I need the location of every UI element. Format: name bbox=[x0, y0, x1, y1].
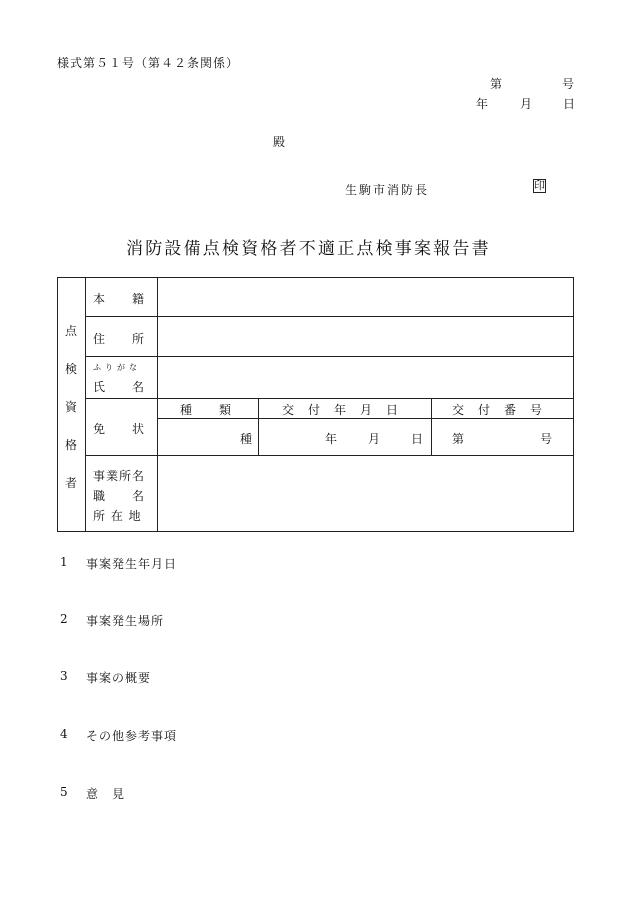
row-label-job-title: 職 名 bbox=[93, 489, 146, 503]
item-label-occurrence-place: 事案発生場所 bbox=[86, 614, 165, 628]
date-year: 年 bbox=[476, 97, 490, 111]
date-month: 月 bbox=[520, 97, 534, 111]
license-kind-suffix: 種 bbox=[240, 432, 254, 446]
date-day: 日 bbox=[563, 97, 577, 111]
group-label-char: 格 bbox=[65, 438, 78, 452]
form-number: 様式第５１号（第４２条関係） bbox=[57, 56, 240, 70]
license-header-issue-number: 交 付 番 号 bbox=[452, 403, 544, 417]
row-label-name: 氏 名 bbox=[93, 380, 146, 394]
license-day: 日 bbox=[411, 432, 425, 446]
divider bbox=[85, 356, 574, 357]
divider bbox=[85, 398, 574, 399]
document-title: 消防設備点検資格者不適正点検事案報告書 bbox=[126, 239, 491, 259]
group-label-char: 検 bbox=[65, 362, 78, 376]
addressee-honorific: 殿 bbox=[273, 135, 287, 149]
row-label-address: 住 所 bbox=[93, 332, 146, 346]
doc-number-prefix: 第 bbox=[490, 77, 504, 91]
item-number: 4 bbox=[60, 727, 69, 741]
doc-number-suffix: 号 bbox=[562, 77, 576, 91]
item-label-summary: 事案の概要 bbox=[86, 671, 152, 685]
item-label-other-notes: その他参考事項 bbox=[86, 729, 178, 743]
item-number: 3 bbox=[60, 669, 69, 683]
license-header-issue-date: 交 付 年 月 日 bbox=[282, 403, 400, 417]
item-number: 1 bbox=[60, 555, 69, 569]
item-number: 2 bbox=[60, 612, 69, 626]
row-label-office-address: 所 在 地 bbox=[93, 509, 142, 523]
group-label-char: 点 bbox=[65, 324, 78, 338]
divider bbox=[431, 398, 432, 455]
license-month: 月 bbox=[368, 432, 382, 446]
issuer-name: 生駒市消防長 bbox=[345, 183, 430, 197]
row-label-license: 免 状 bbox=[93, 422, 146, 436]
seal-mark: 印 bbox=[534, 179, 545, 192]
license-number-suffix: 号 bbox=[540, 432, 554, 446]
item-number: 5 bbox=[60, 785, 69, 799]
item-label-occurrence-date: 事案発生年月日 bbox=[86, 557, 178, 571]
divider bbox=[258, 398, 259, 455]
row-label-furigana: ふりがな bbox=[93, 363, 141, 372]
group-label-char: 資 bbox=[65, 400, 78, 414]
license-year: 年 bbox=[325, 432, 339, 446]
row-label-honseki: 本 籍 bbox=[93, 292, 146, 306]
divider bbox=[85, 316, 574, 317]
divider bbox=[85, 455, 574, 456]
license-number-prefix: 第 bbox=[452, 432, 466, 446]
group-label-char: 者 bbox=[65, 476, 78, 490]
row-label-office-name: 事業所名 bbox=[93, 469, 146, 483]
item-label-opinion: 意 見 bbox=[86, 787, 126, 801]
divider bbox=[157, 418, 574, 419]
license-header-kind: 種 類 bbox=[180, 403, 233, 417]
